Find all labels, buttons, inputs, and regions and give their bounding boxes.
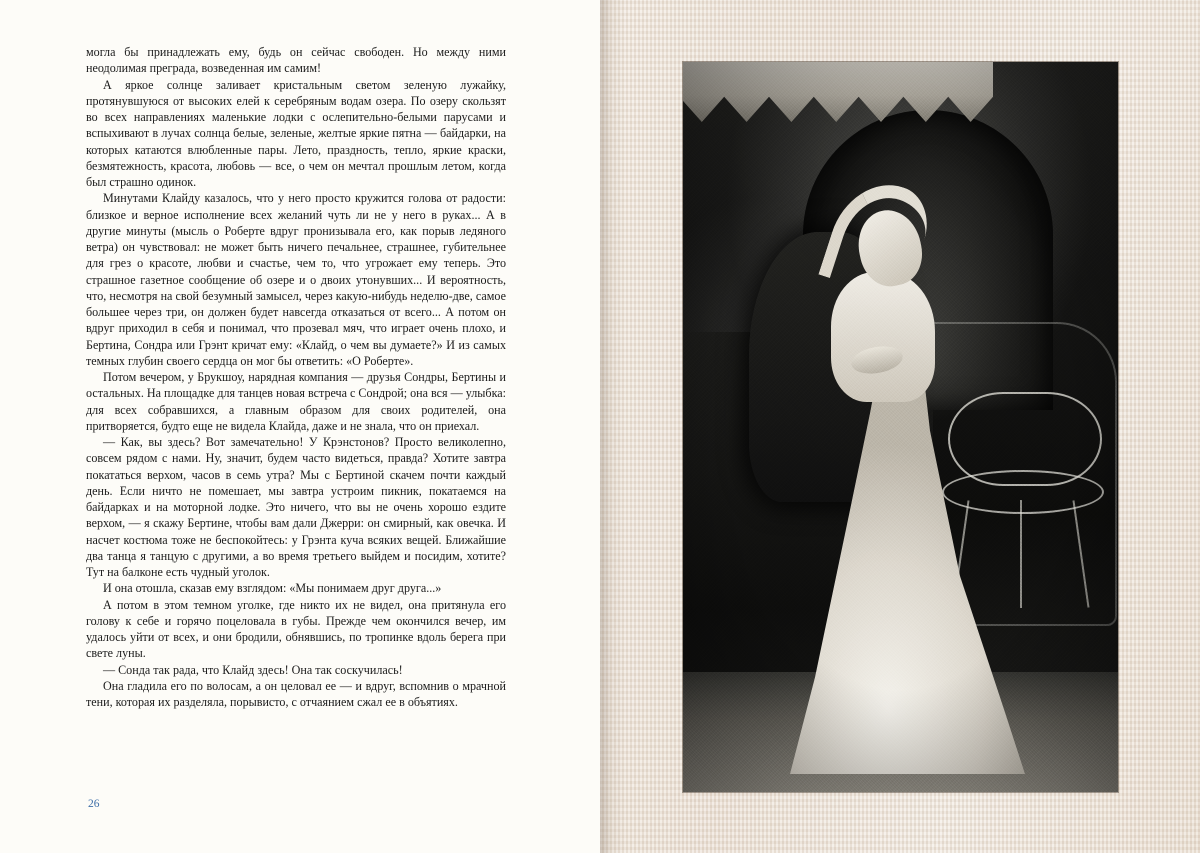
illustration-plate xyxy=(683,62,1118,792)
paragraph: — Как, вы здесь? Вот замечательно! У Крэнстонов? Просто великолепно, совсем рядом с нами. Ну, значит, будем часто видеться, правда? Хотите завтра покататься верхом, часов в семь утра? Мы с Бертиной скачем почти каждый день. Если ничто не помешает, мы завтра устроим пикник, покатаемся на байдарках и на моторной лодке. Это ничего, что вы не очень хорошо ездите верхом, — я скажу Бертине, чтобы вам дали Джерри: он смирный, как овечка. И насчет костюма тоже не беспокойтесь: у Грэнта куча всяких вещей. Ближайшие два танца я танцую с другими, а во время третьего выйдем и посидим, хотите? Тут на балконе есть чудный уголок. xyxy=(86,435,506,579)
halftone-grain-overlay xyxy=(683,62,1118,792)
body-text-column xyxy=(86,44,506,710)
paragraph: Минутами Клайду казалось, что у него просто кружится голова от радости: близкое и верное исполнение всех желаний чуть ли не у него в руках... А в другие минуты (мысль о Роберте вдруг пронизывала его, как порыв ледяного ветра) он чувствовал: не может быть ничего печальнее, страшнее, губительнее для грез о красоте, любви и счастье, чем то, что угрожает ему теперь. Это страшное газетное сообщение об озере и о двоих утонувших... И вероятность, что, несмотря на свой безумный замысел, через какую-нибудь неделю-две, самое большее через три, он должен будет навсегда отказаться от всего... А потом он вдруг приходил в себя и понимал, что прозевал мяч, что играет очень плохо, и Бертина, Сондра или Грэнт кричат ему: «Клайд, о чем вы думаете?» И из самых темных глубин своего сердца он мог бы ответить: «О Роберте». xyxy=(86,191,506,368)
paragraph: А яркое солнце заливает кристальным светом зеленую лужайку, протянувшуюся от высоких елей к серебряным водам озера. По озеру скользят во всех направлениях маленькие лодки с ослепительно-белыми парусами и вспыхивают в лучах солнца белые, зеленые, желтые яркие пятна — байдарки, на которых катаются влюбленные пары. Лето, праздность, тепло, яркие краски, безмятежность, красота, любовь — все, о чем он мечтал прошлым летом, когда был страшно одинок. xyxy=(86,77,506,189)
paragraph: И она отошла, сказав ему взглядом: «Мы понимаем друг друга...» xyxy=(103,581,442,596)
right-page xyxy=(600,0,1200,853)
paragraph: Она гладила его по волосам, а он целовал ее — и вдруг, вспомнив о мрачной тени, которая их разделяла, порывисто, с отчаянием сжал ее в объятиях. xyxy=(86,678,506,709)
page-number: 26 xyxy=(88,798,100,810)
paragraph: Потом вечером, у Брукшоу, нарядная компания — друзья Сондры, Бертины и остальных. На площадке для танцев новая встреча с Сондрой; она вся — улыбка: для всех собравшихся, а главным образом для своих родителей, она притворяется, будто еще не видела Клайда, даже и не знала, что он приехал. xyxy=(86,370,506,433)
gutter-shadow xyxy=(600,0,626,853)
paragraph: А потом в этом темном уголке, где никто их не видел, она притянула его голову к себе и горячо поцеловала в губы. Прежде чем окончился вечер, им удалось уйти от всех, и они бродили, обнявшись, по тропинке вдоль берега при свете луны. xyxy=(86,597,506,661)
paragraph: — Сонда так рада, что Клайд здесь! Она так соскучилась! xyxy=(103,662,403,677)
paragraph: могла бы принадлежать ему, будь он сейчас свободен. Но между ними неодолимая преграда, возведенная им самим! xyxy=(86,45,506,76)
